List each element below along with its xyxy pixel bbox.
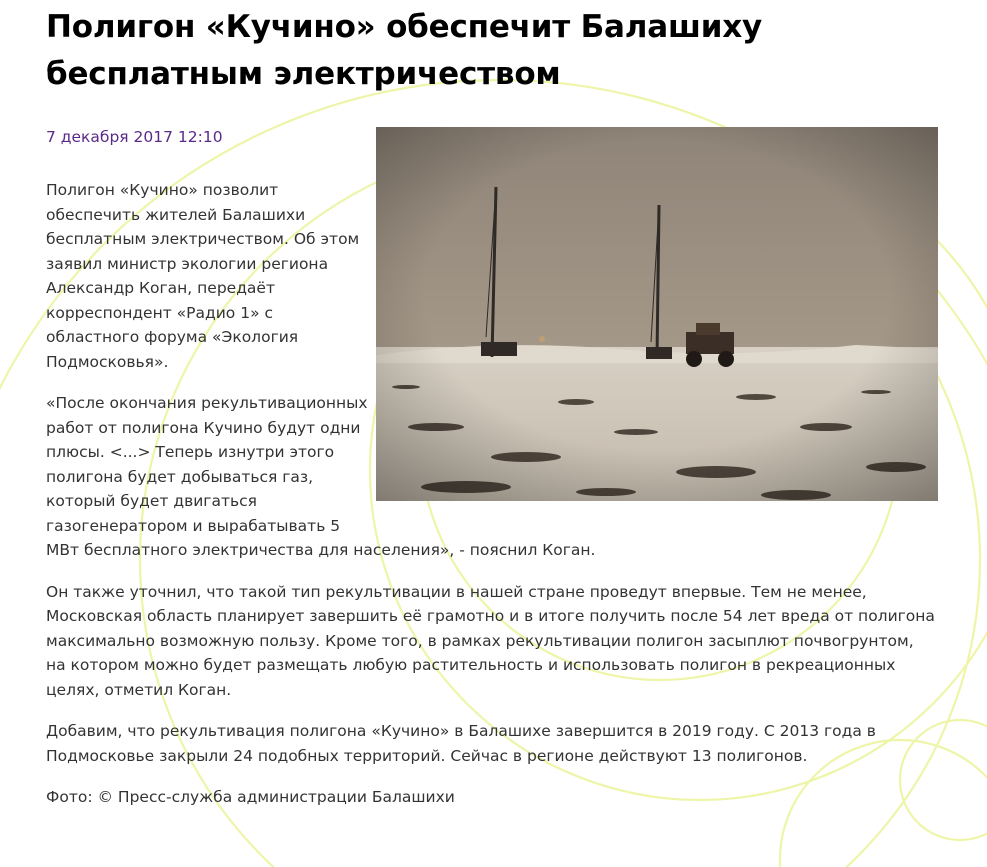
photo-float-spacer <box>371 178 936 526</box>
article-body <box>46 178 936 827</box>
article <box>46 0 946 806</box>
article-title: Полигон «Кучино» обеспечит Балашиху бесплатным электричеством <box>46 9 763 92</box>
paragraph-3: Он также уточнил, что такой тип рекультивации в нашей стране проведут впервые. Тем не менее, Московская область планирует завершить её грамотно и в итоге получить после 54 лет вреда от полигона максимально возможную пользу. Кроме того, в рамках рекультивации полигон засыплют почвогрунтом, на котором можно будет размещать любую растительность и использовать полигон в рекреационных целях, отметил Коган. <box>46 582 935 699</box>
publish-date: 7 декабря 2017 12:10 <box>46 128 223 146</box>
photo-credit: Фото: © Пресс-служба администрации Балашихи <box>46 788 455 806</box>
paragraph-4: Добавим, что рекультивация полигона «Кучино» в Балашихе завершится в 2019 году. С 2013 года в Подмосковье закрыли 24 подобных территорий. Сейчас в регионе действуют 13 полигонов. <box>46 722 876 765</box>
paragraph-1: Полигон «Кучино» позволит обеспечить жителей Балашихи бесплатным электричеством. Об этом заявил министр экологии региона Александр Коган, передаёт корреспондент «Радио 1» с областного форума «Экология Подмосковья». <box>46 181 360 371</box>
paragraph-2: «После окончания рекультивационных работ от полигона Кучино будут одни плюсы. <...> Теперь изнутри этого полигона будет добываться газ, который будет двигаться газогенератором и вырабатывать 5 МВт бесплатного электричества для населения», - пояснил Коган. <box>46 394 596 559</box>
